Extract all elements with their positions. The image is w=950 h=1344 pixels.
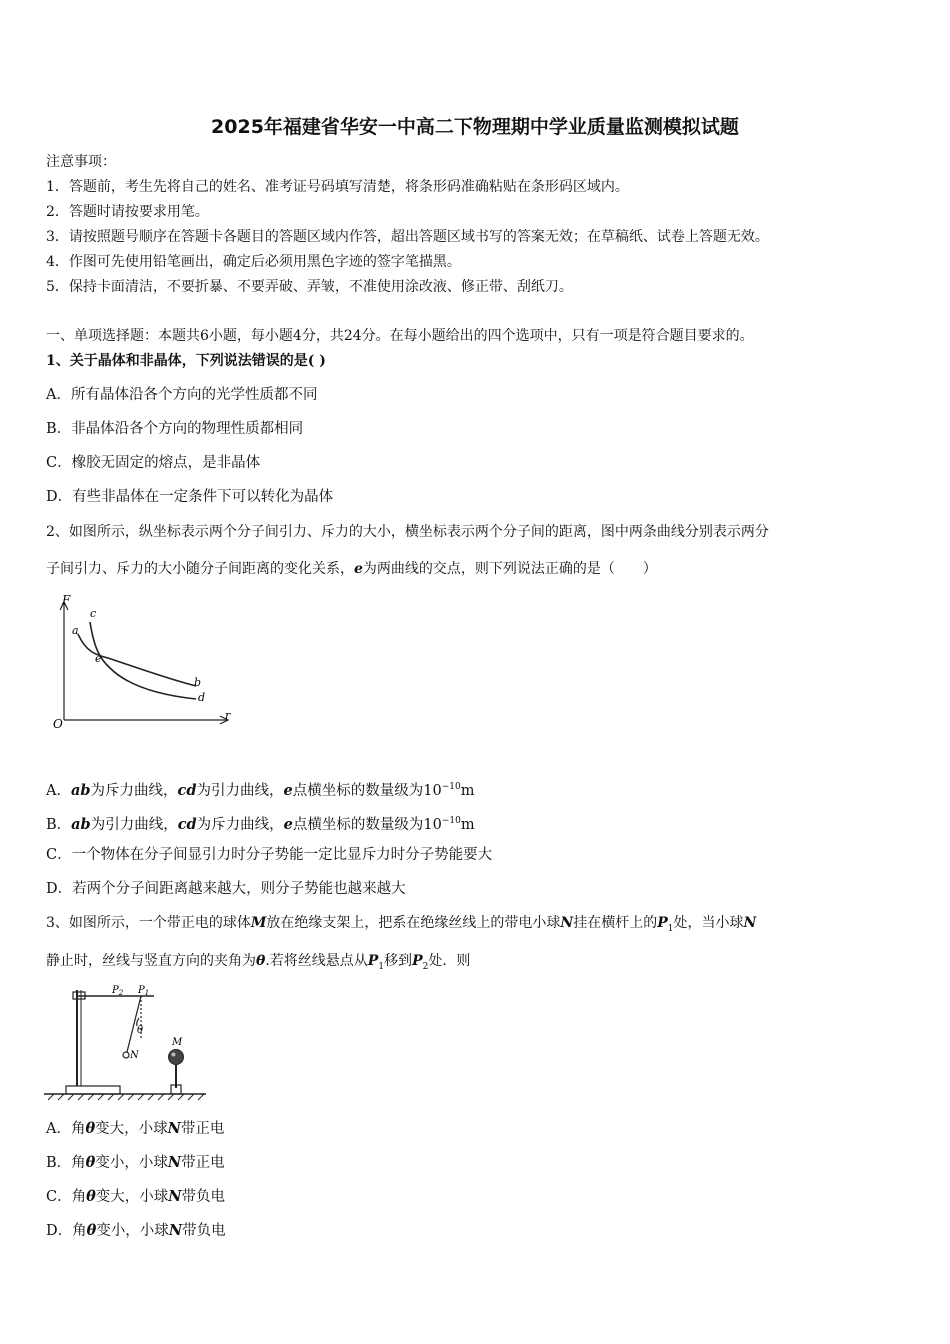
q3-option-d: D．角θ变小，小球N带负电 xyxy=(46,1222,226,1239)
notes-header: 注意事项： xyxy=(46,154,116,170)
note-item: 2．答题时请按要求用笔。 xyxy=(46,204,209,220)
curve-label-c: c xyxy=(90,607,97,620)
origin-label: O xyxy=(53,717,63,731)
silk-thread xyxy=(127,996,144,1052)
question-2-stem-line2: 子间引力、斥力的大小随分子间距离的变化关系，e为两曲线的交点，则下列说法正确的是（ ） xyxy=(46,561,657,577)
section-header: 一、单项选择题：本题共6小题，每小题4分，共24分。在每小题给出的四个选项中，只有一项是符合题目要求的。 xyxy=(46,328,754,344)
label-theta: θ xyxy=(137,1025,144,1036)
stand-base xyxy=(66,1086,120,1094)
curve-label-a: a xyxy=(72,624,79,637)
label-n: N xyxy=(130,1050,139,1061)
q1-option-a: A．所有晶体沿各个方向的光学性质都不同 xyxy=(46,387,318,403)
question-3-stem-line1: 3、如图所示，一个带正电的球体M放在绝缘支架上，把系在绝缘丝线上的带电小球N挂在横杆上的$P_1$处，当小球N xyxy=(46,915,757,934)
charged-sphere-apparatus xyxy=(44,980,209,1105)
q2-option-a: A．ab为斥力曲线，cd为引力曲线，e点横坐标的数量级为$10^{-10}m$ xyxy=(46,781,475,799)
sphere-highlight xyxy=(172,1053,176,1057)
y-axis-label: F xyxy=(62,593,71,607)
q1-option-c: C．橡胶无固定的熔点，是非晶体 xyxy=(46,455,261,471)
label-m: M xyxy=(172,1037,183,1048)
note-item: 4．作图可先使用铅笔画出，确定后必须用黑色字迹的签字笔描黑。 xyxy=(46,254,461,270)
note-item: 1．答题前，考生先将自己的姓名、准考证号码填写清楚，将条形码准确粘贴在条形码区域内。 xyxy=(46,179,629,195)
label-p1: $P_1$ xyxy=(138,985,150,997)
ground-hatching xyxy=(48,1094,204,1100)
curve-label-d: d xyxy=(198,691,206,704)
q3-option-a: A．角θ变大，小球N带正电 xyxy=(46,1120,225,1137)
curve-label-b: b xyxy=(194,676,202,689)
note-item: 3．请按照题号顺序在答题卡各题目的答题区域内作答，超出答题区域书写的答案无效；在草稿纸、试卷上答题无效。 xyxy=(46,229,769,245)
charged-sphere-m xyxy=(169,1050,184,1065)
ball-n xyxy=(123,1052,129,1058)
note-item: 5．保持卡面清洁，不要折暴、不要弄破、弄皱，不准使用涂改液、修正带、刮纸刀。 xyxy=(46,279,573,295)
question-2-stem-line1: 2、如图所示，纵坐标表示两个分子间引力、斥力的大小，横坐标表示两个分子间的距离，图中两条曲线分别表示两分 xyxy=(46,524,769,540)
force-distance-graph xyxy=(48,592,243,732)
q2-option-d: D．若两个分子间距离越来越大，则分子势能也越来越大 xyxy=(46,881,406,897)
q3-option-b: B．角θ变小，小球N带正电 xyxy=(46,1154,225,1171)
intersection-label-e: e xyxy=(95,652,102,665)
page-title: 2025年福建省华安一中高二下物理期中学业质量监测模拟试题 xyxy=(211,116,739,138)
question-1-stem: 1、关于晶体和非晶体，下列说法错误的是( ) xyxy=(46,353,326,369)
q1-option-d: D．有些非晶体在一定条件下可以转化为晶体 xyxy=(46,489,334,505)
q3-option-c: C．角θ变大，小球N带负电 xyxy=(46,1188,226,1205)
label-p2: $P_2$ xyxy=(112,985,124,997)
x-axis-label: r xyxy=(225,709,231,722)
q2-option-c: C．一个物体在分子间显引力时分子势能一定比显斥力时分子势能要大 xyxy=(46,847,493,863)
curve-cd xyxy=(90,622,196,699)
question-3-stem-line2: 静止时，丝线与竖直方向的夹角为θ.若将丝线悬点从$P_1$移到$P_2$处．则 xyxy=(46,953,471,972)
q1-option-b: B．非晶体沿各个方向的物理性质都相同 xyxy=(46,421,304,437)
q2-option-b: B．ab为引力曲线，cd为斥力曲线，e点横坐标的数量级为$10^{-10}m$ xyxy=(46,815,475,833)
